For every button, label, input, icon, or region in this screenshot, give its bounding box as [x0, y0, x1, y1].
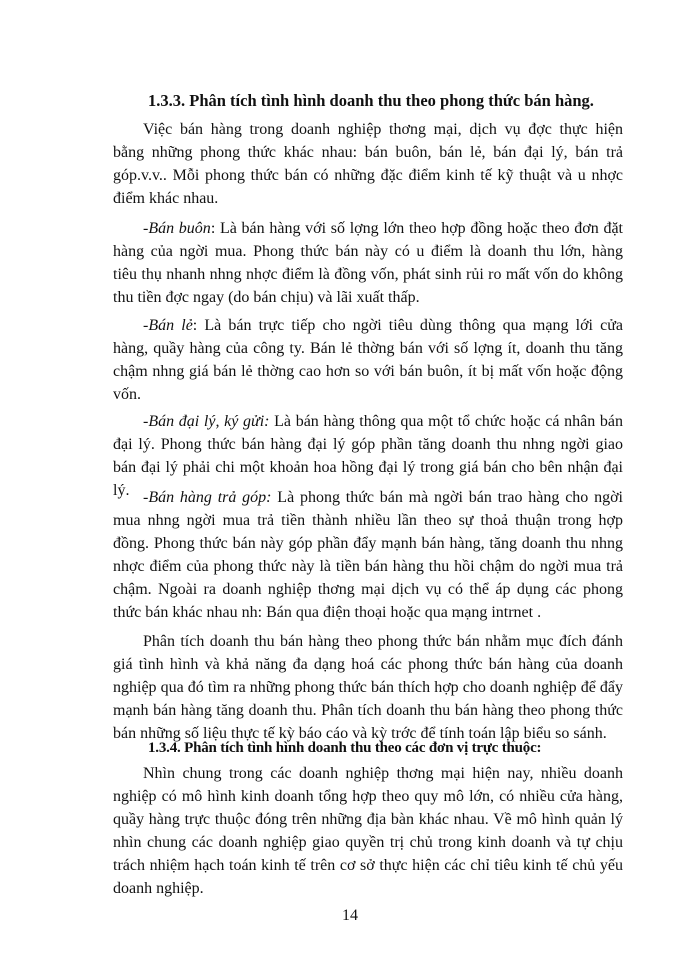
text-line: mạnh bán hàng tăng doanh thu. Phân tích doanh thu bán hàng theo phong thức	[113, 702, 623, 719]
section-heading-1-3-4: 1.3.4. Phân tích tình hình doanh thu theo các đơn vị trực thuộc:	[148, 740, 542, 756]
paragraph-ban-buon	[113, 217, 623, 309]
text-line	[113, 410, 623, 433]
paragraph-ban-tra-gop	[113, 486, 623, 624]
text-line: bán những số liệu thực tế kỳ báo cáo và kỳ trớc để tính toán lập biểu so sánh.	[113, 725, 607, 742]
text-line: thức bán khác nhau nh: Bán qua điện thoại hoặc qua mạng intrnet .	[113, 604, 542, 621]
text-line	[113, 314, 623, 337]
text-run: Là bán hàng thông qua một tổ chức hoặc cá nhân bán	[269, 413, 623, 430]
text-line: mua nhng ngời mua trả tiền thành nhiều lần theo sự thoả thuận trong hợp	[113, 512, 623, 529]
text-line: trách nhiệm hạch toán kinh tế trên cơ sở thực hiện các chỉ tiêu kinh tế chủ yếu	[113, 857, 623, 874]
text-line: bán đại lý phải chi một khoản hoa hồng đại lý trong giá bán cho bên nhận đại lý.	[113, 459, 623, 499]
text-line: nhìn chung các doanh nghiệp giao quyền trị chủ trong kinh doanh và tự chịu	[113, 834, 623, 851]
text-line: nhợc điểm của phong thức này là tiền bán hàng thu hồi chậm do ngời mua trả	[113, 558, 623, 575]
text-line	[113, 486, 623, 509]
text-line: chậm. Ngoài ra doanh nghiệp thơng mại dịch vụ có thể áp dụng các phong	[113, 581, 623, 598]
text-line: điểm khác nhau.	[113, 190, 219, 207]
text-line: Việc bán hàng trong doanh nghiệp thơng mại, dịch vụ đợc thực hiện	[143, 121, 623, 138]
paragraph-intro	[113, 118, 623, 210]
text-line: quầy hàng trực thuộc đóng trên những địa bàn khác nhau. Về mô hình quản lý	[113, 811, 623, 828]
text-line: góp.v.v.. Mỗi phong thức bán có những đặc điểm kinh tế kỹ thuật và u nhợc	[113, 167, 623, 184]
term-ban-le: -Bán lẻ	[143, 317, 193, 334]
text-run: : Là bán trực tiếp cho ngời tiêu dùng thông qua mạng lới cửa	[192, 317, 623, 334]
text-line: vốn.	[113, 386, 141, 403]
text-line: hàng, quầy hàng của công ty. Bán lẻ thờng bán với số lợng ít, doanh thu tăng	[113, 340, 623, 357]
paragraph-units	[113, 762, 623, 900]
text-line: hàng của ngời mua. Phong thức bán này có u điểm là doanh thu lớn, hàng	[113, 243, 623, 260]
term-ban-tra-gop: -Bán hàng trả góp:	[143, 489, 272, 506]
paragraph-ban-le	[113, 314, 623, 406]
page-number: 14	[342, 907, 358, 924]
text-run: Là phong thức bán mà ngời bán trao hàng cho ngời	[271, 489, 623, 506]
paragraph-analysis-method	[113, 630, 623, 745]
text-line	[113, 217, 623, 240]
text-line: Phân tích doanh thu bán hàng theo phong thức bán nhằm mục đích đánh	[143, 633, 623, 650]
text-line: đồng. Phong thức bán này góp phần đẩy mạnh bán hàng, tăng doanh thu nhng	[113, 535, 623, 552]
text-line: tiêu thụ nhanh nhng nhợc điểm là đồng vốn, phát sinh rủi ro mất vốn do không	[113, 266, 623, 283]
text-line: đại lý. Phong thức bán hàng đại lý góp phần tăng doanh thu nhng ngời giao	[113, 436, 623, 453]
text-line: thu tiền đợc ngay (do bán chịu) và lãi xuất thấp.	[113, 289, 420, 306]
term-ban-dai-ly: -Bán đại lý, ký gửi:	[143, 413, 270, 430]
text-line: giá tình hình và khả năng đa dạng hoá các phong thức bán hàng của doanh	[113, 656, 623, 673]
text-line: chậm nhng giá bán lẻ thờng cao hơn so với bán buôn, ít bị mất vốn hoặc động	[113, 363, 623, 380]
text-line: nghiệp qua đó tìm ra những phong thức bán thích hợp cho doanh nghiệp để đẩy	[113, 679, 623, 696]
text-run: : Là bán hàng với số lợng lớn theo hợp đồng hoặc theo đơn đặt	[210, 220, 623, 237]
section-heading-1-3-3: 1.3.3. Phân tích tình hình doanh thu theo phong thức bán hàng.	[148, 91, 594, 110]
text-line: bằng những phong thức khác nhau: bán buôn, bán lẻ, bán đại lý, bán trả	[113, 144, 623, 161]
term-ban-buon: -Bán buôn	[143, 220, 211, 237]
text-line: Nhìn chung trong các doanh nghiệp thơng mại hiện nay, nhiều doanh	[143, 765, 623, 782]
text-line: nghiệp có mô hình kinh doanh tổng hợp theo quy mô lớn, có nhiều cửa hàng,	[113, 788, 623, 805]
text-line: doanh nghiệp.	[113, 880, 204, 897]
